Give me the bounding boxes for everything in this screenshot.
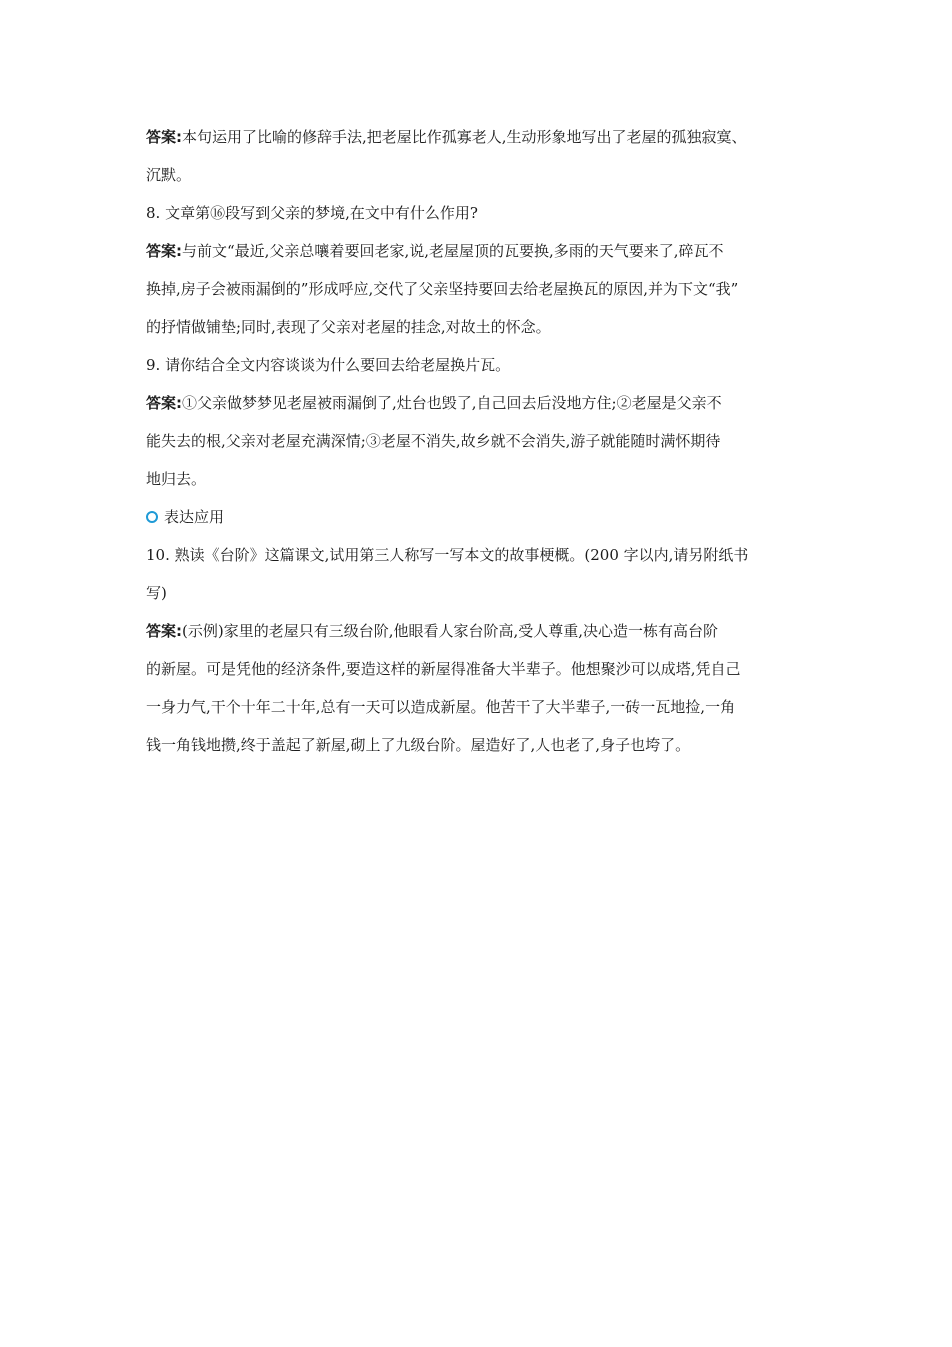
answer-text: ①父亲做梦梦见老屋被雨漏倒了,灶台也毁了,自己回去后没地方住;②老屋是父亲不 [182,394,722,412]
q8-answer-line-1 [146,232,814,270]
answer-text: (示例)家里的老屋只有三级台阶,他眼看人家台阶高,受人尊重,决心造一栋有高台阶 [182,622,719,640]
q7-answer-line-1 [146,118,814,156]
q9-answer-line-1 [146,384,814,422]
q10-answer-line-1 [146,612,814,650]
answer-label: 答案: [146,128,182,146]
q9-answer-line-3: 地归去。 [146,470,207,488]
q8-answer-line-3: 的抒情做铺垫;同时,表现了父亲对老屋的挂念,对故土的怀念。 [146,318,551,336]
section-title: 表达应用 [164,508,225,526]
q10-question-line-2: 写) [146,584,167,602]
ring-icon [146,511,158,523]
document-page [146,118,814,764]
q9-answer-line-2: 能失去的根,父亲对老屋充满深情;③老屋不消失,故乡就不会消失,游子就能随时满怀期待 [146,432,721,450]
q10-answer-line-4: 钱一角钱地攒,终于盖起了新屋,砌上了九级台阶。屋造好了,人也老了,身子也垮了。 [146,736,691,754]
answer-label: 答案: [146,394,182,412]
answer-text: 本句运用了比喻的修辞手法,把老屋比作孤寡老人,生动形象地写出了老屋的孤独寂寞、 [182,128,747,146]
q10-question-line-1: 10. 熟读《台阶》这篇课文,试用第三人称写一写本文的故事梗概。(200 字以内,请另附纸书 [146,546,749,564]
question-9: 9. 请你结合全文内容谈谈为什么要回去给老屋换片瓦。 [146,356,511,374]
question-8: 8. 文章第⑯段写到父亲的梦境,在文中有什么作用? [146,204,478,222]
section-heading [146,498,814,536]
q10-answer-line-2: 的新屋。可是凭他的经济条件,要造这样的新屋得准备大半辈子。他想聚沙可以成塔,凭自己 [146,660,741,678]
answer-label: 答案: [146,622,182,640]
answer-label: 答案: [146,242,182,260]
q8-answer-line-2: 换掉,房子会被雨漏倒的”形成呼应,交代了父亲坚持要回去给老屋换瓦的原因,并为下文“我” [146,280,739,298]
answer-text: 与前文“最近,父亲总嚷着要回老家,说,老屋屋顶的瓦要换,多雨的天气要来了,碎瓦不 [182,242,724,260]
q10-answer-line-3: 一身力气,干个十年二十年,总有一天可以造成新屋。他苦干了大半辈子,一砖一瓦地捡,一角 [146,698,736,716]
q7-answer-line-2: 沉默。 [146,166,192,184]
